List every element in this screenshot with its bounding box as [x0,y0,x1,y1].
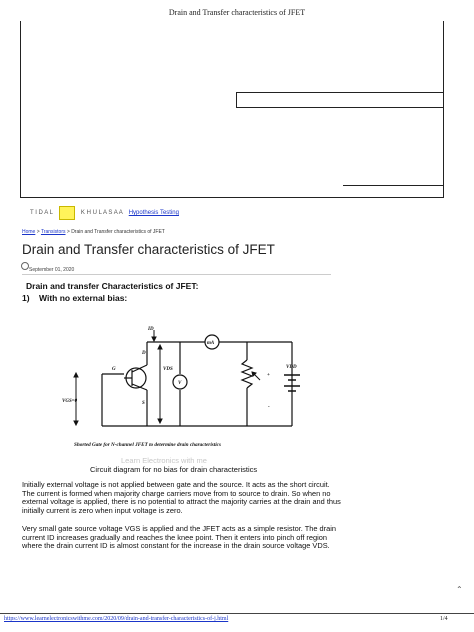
blank-region-left-border [20,21,21,198]
section-heading: Drain and transfer Characteristics of JFET: [26,281,199,291]
article-title: Drain and Transfer characteristics of JFET [22,242,275,257]
article-date: September 01, 2020 [29,267,75,273]
footer-url-link[interactable]: https://www.learnelectronicswithme.com/2020/09/drain-and-transfer-characteristics-of-j.html [4,616,229,622]
label-d: D [142,351,146,356]
ad-text-2: K H U L A S A A [80,210,123,216]
label-ma: mA [207,341,215,346]
ad-thumbnail[interactable] [59,206,75,220]
blank-region-bottom-rule [20,197,444,198]
label-plus: + [267,373,270,378]
circuit-diagram [62,320,312,452]
sidebar-rule-2 [343,185,444,186]
document-header-title: Drain and Transfer characteristics of JFET [168,8,306,17]
title-divider [22,274,331,275]
label-vds: VDS [163,367,173,372]
clock-icon [21,262,29,270]
paragraph-2: Very small gate source voltage VGS is applied and the JFET acts as a simple resistor. The drain current ID increases gradually and reaches the knee point. Then it enters into pinch off region where the drain current ID is almost constant for the increase in the drain source voltage VDS. [22,524,336,551]
label-s: S [142,401,145,406]
sidebar-divider [236,92,237,108]
label-v: V [178,381,182,386]
watermark-text: Learn Electronics with me [121,456,207,465]
figure-inner-caption: Shorted Gate for N-channel JFET to determine drain characteristics [74,442,221,448]
label-g: G [112,367,116,372]
page-number: 1/4 [440,616,448,622]
footer-divider [0,613,474,614]
label-vdd: VDD [286,365,297,370]
ad-banner[interactable] [30,206,179,220]
breadcrumb-section-link[interactable]: Transistors [40,229,66,235]
breadcrumb-current: > Drain and Transfer characteristics of JFET [65,229,165,235]
breadcrumb [22,229,165,235]
sidebar-rule-1 [236,107,444,108]
label-id: ID [148,327,154,332]
blank-region-right-border [443,21,444,198]
chevron-up-icon[interactable]: ⌃ [456,585,463,594]
blank-region-top-rule [236,92,444,93]
figure-caption: Circuit diagram for no bias for drain characteristics [90,465,258,474]
breadcrumb-home-link[interactable]: Home [22,229,36,235]
label-minus: - [268,405,270,410]
ad-text-1: T I D A L [30,210,53,216]
label-vgs: VGS=0 [62,399,78,404]
ad-link[interactable]: Hypothesis Testing [128,210,179,216]
paragraph-1: Initially external voltage is not applied between gate and the source. It acts as the short circuit. The current is formed when majority charge carriers move from to source to drain. So when no external voltage is applied, there is no potential to attract the majority carries at the drain and thus initially current is zero when input voltage is zero. [22,480,341,516]
breadcrumb-separator: > [35,229,41,235]
subsection-heading: 1) With no external bias: [22,293,128,303]
